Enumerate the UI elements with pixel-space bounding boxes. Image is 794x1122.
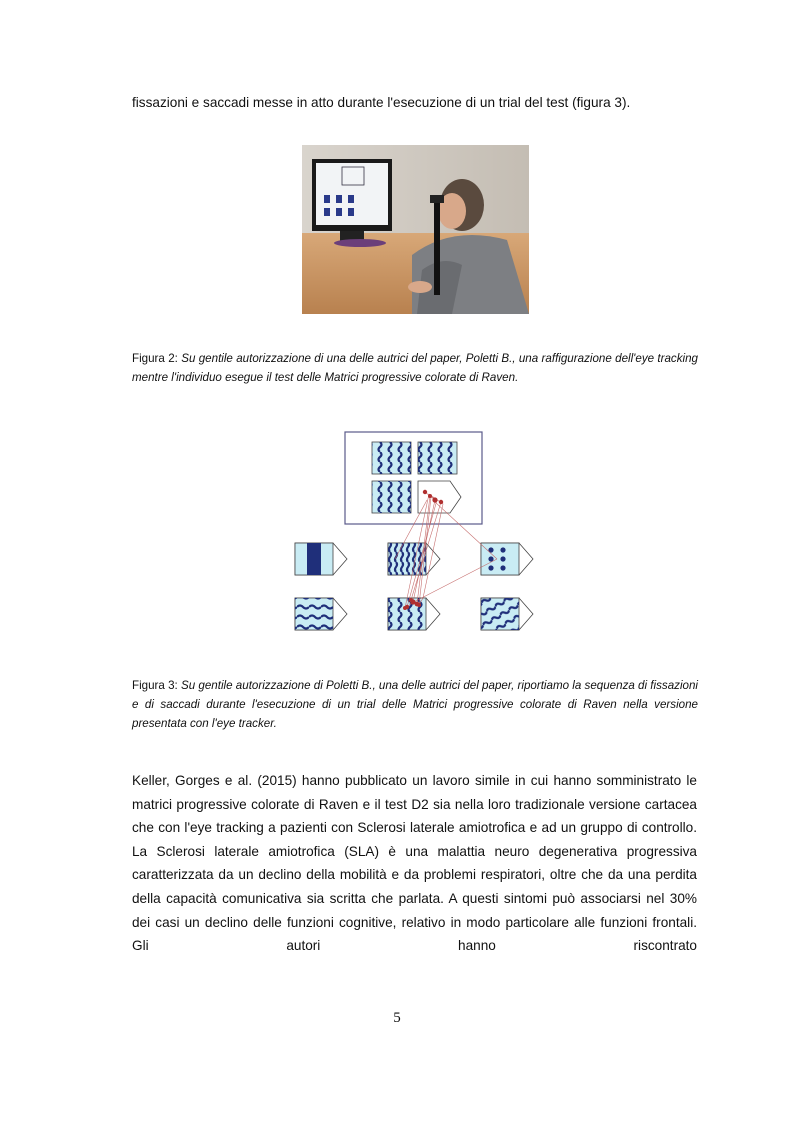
- figure-3-diagram: [285, 422, 547, 644]
- figure-3-text: Su gentile autorizzazione di Poletti B., una delle autrici del paper, riportiamo la sequenza di fissazioni e di saccadi durante l'esecuzione di un trial delle Matrici progressive colorate di Raven nella versione presentata con l'eye tracker.: [132, 679, 698, 730]
- raven-matrix-figure: [285, 422, 547, 644]
- figure-2-caption: [132, 349, 698, 387]
- figure-2-text: Su gentile autorizzazione di una delle autrici del paper, Poletti B., una raffigurazione dell'eye tracking mentre l'individuo esegue il test delle Matrici progressive colorate di Raven.: [132, 352, 698, 384]
- page-number: 5: [393, 1010, 401, 1026]
- figure-3-caption: [132, 676, 698, 733]
- figure-2-photo: [302, 145, 529, 314]
- intro-line: fissazioni e saccadi messe in atto durante l'esecuzione di un trial del test (figura 3).: [132, 95, 631, 110]
- eye-tracking-photo: [302, 145, 529, 314]
- figure-2-label: Figura 2:: [132, 352, 178, 365]
- body-paragraph: Keller, Gorges e al. (2015) hanno pubblicato un lavoro simile in cui hanno somministrato le matrici progressive colorate di Raven e il test D2 sia nella loro tradizionale versione cartacea che con l'eye tracking a pazienti con Sclerosi laterale amiotrofica e ad un gruppo di controllo. La Sclerosi laterale amiotrofica (SLA) è una malattia neuro degenerativa progressiva caratterizzata da un declino della mobilità e da problemi respiratori, oltre che da una perdita della capacità comunicativa sia scritta che parlata. A questi sintomi può associarsi nel 30% dei casi un declino delle funzioni cognitive, relativo in modo particolare alle funzioni frontali. Gli autori hanno riscontrato: [132, 773, 697, 954]
- figure-3-label: Figura 3:: [132, 679, 181, 692]
